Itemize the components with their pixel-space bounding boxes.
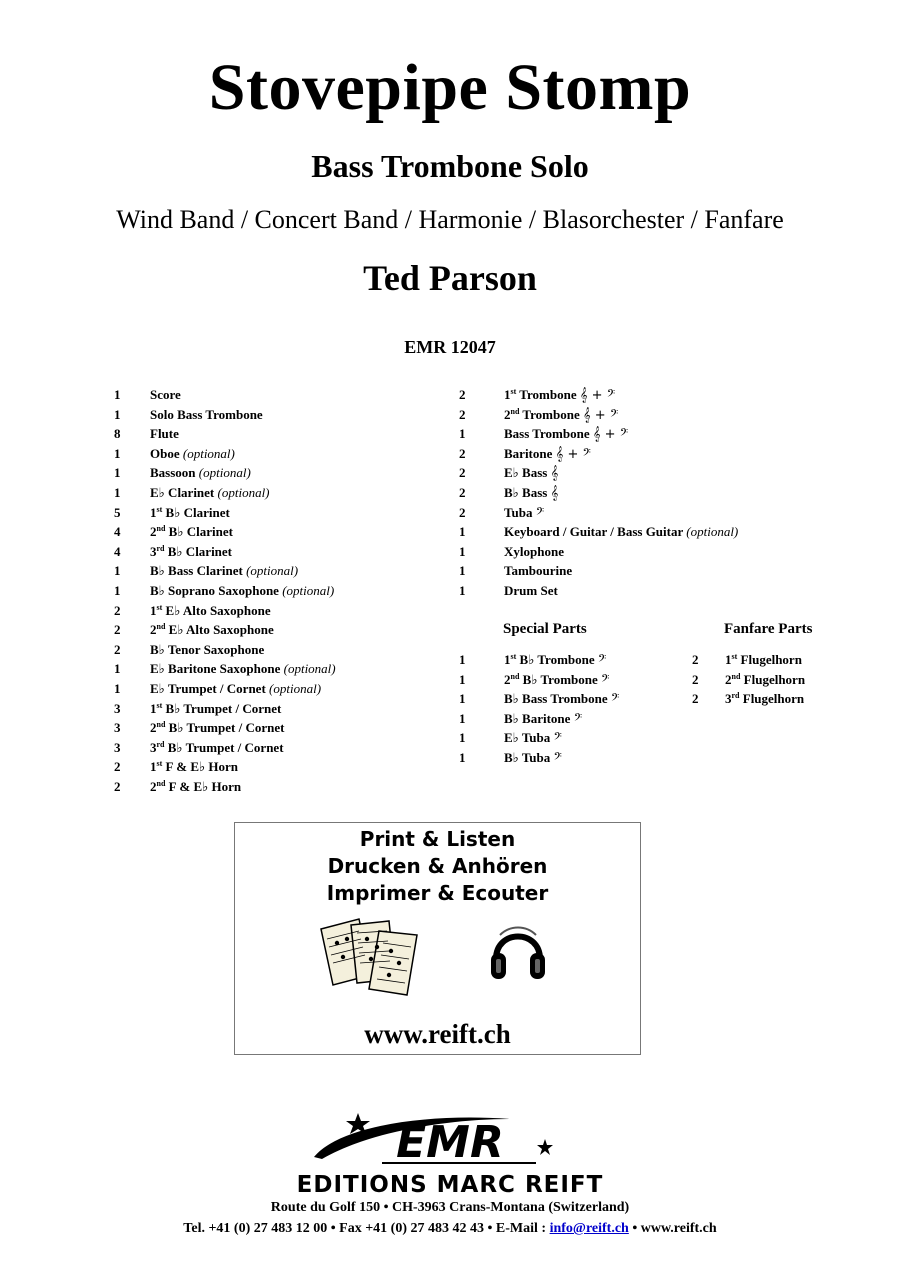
part-instrument bbox=[504, 561, 572, 581]
part-ordinal: 1 bbox=[504, 652, 511, 667]
part-instrument bbox=[150, 424, 179, 444]
part-optional-note: (optional) bbox=[686, 524, 739, 540]
part-row bbox=[459, 522, 859, 542]
part-name: Score bbox=[150, 387, 181, 402]
part-ordinal-suffix: nd bbox=[156, 778, 166, 788]
promo-line-english: Print & Listen bbox=[359, 827, 516, 851]
part-instrument bbox=[504, 581, 558, 601]
part-instrument bbox=[150, 659, 336, 679]
publisher-name: EDITIONS MARC REIFT bbox=[296, 1172, 604, 1198]
part-row bbox=[114, 424, 454, 444]
email-link[interactable]: info@reift.ch bbox=[549, 1221, 629, 1236]
part-instrument bbox=[150, 601, 271, 621]
clef-icon: 𝄢 bbox=[553, 731, 562, 747]
contact-phone-fax: Tel. +41 (0) 27 483 12 00 • Fax +41 (0) 27 483 42 43 • E-Mail : bbox=[183, 1221, 550, 1236]
part-instrument bbox=[150, 679, 321, 699]
part-row bbox=[114, 757, 454, 777]
part-name: Flute bbox=[150, 426, 179, 442]
part-name: B♭ Tuba bbox=[504, 749, 551, 765]
part-row bbox=[459, 542, 859, 562]
part-instrument bbox=[150, 561, 298, 581]
part-instrument bbox=[504, 709, 582, 730]
part-instrument bbox=[150, 522, 233, 542]
part-quantity: 1 bbox=[114, 484, 121, 500]
part-name: Bass Trombone bbox=[504, 426, 590, 442]
part-row bbox=[692, 650, 862, 670]
emr-logo-text: EMR bbox=[396, 1117, 504, 1168]
clef-icon: 𝄞 + 𝄢 bbox=[579, 388, 616, 403]
part-instrument bbox=[504, 424, 628, 445]
part-instrument bbox=[504, 522, 738, 542]
part-ordinal-suffix: st bbox=[510, 387, 517, 396]
clef-icon: 𝄢 bbox=[610, 692, 620, 708]
part-quantity: 2 bbox=[459, 406, 466, 422]
part-name: Keyboard / Guitar / Bass Guitar bbox=[504, 524, 684, 540]
part-ordinal: 1 bbox=[504, 387, 511, 402]
part-instrument bbox=[150, 483, 270, 503]
clef-icon: 𝄞 + 𝄢 bbox=[555, 446, 591, 462]
part-instrument bbox=[150, 542, 232, 562]
part-name: B♭ Soprano Saxophone bbox=[150, 582, 279, 598]
part-row bbox=[459, 689, 699, 709]
part-row bbox=[114, 601, 454, 621]
part-name: B♭ Bass Clarinet bbox=[150, 563, 243, 579]
clef-icon: 𝄢 bbox=[601, 672, 610, 688]
part-row bbox=[459, 424, 859, 444]
part-name: Tambourine bbox=[504, 563, 573, 579]
part-ordinal: 1 bbox=[150, 700, 157, 716]
part-quantity: 3 bbox=[114, 720, 121, 736]
part-instrument bbox=[150, 463, 251, 483]
part-name: Solo Bass Trombone bbox=[150, 406, 263, 422]
clef-icon: 𝄢 bbox=[553, 750, 562, 766]
part-instrument bbox=[150, 444, 235, 464]
part-ordinal-suffix: st bbox=[510, 652, 517, 661]
subtitle: Bass Trombone Solo bbox=[311, 148, 589, 184]
part-row bbox=[114, 699, 454, 719]
part-quantity: 1 bbox=[459, 730, 466, 746]
part-row bbox=[114, 581, 454, 601]
part-quantity: 3 bbox=[114, 700, 121, 716]
special-parts-list bbox=[459, 650, 699, 768]
part-instrument bbox=[504, 748, 562, 769]
part-ordinal-suffix: st bbox=[156, 700, 163, 710]
part-quantity: 2 bbox=[692, 652, 699, 667]
part-quantity: 1 bbox=[459, 426, 466, 442]
part-quantity: 1 bbox=[114, 406, 121, 422]
part-instrument bbox=[504, 670, 609, 691]
part-instrument bbox=[150, 738, 284, 758]
part-ordinal-suffix: st bbox=[156, 504, 163, 514]
emr-logo bbox=[300, 1105, 600, 1175]
part-optional-note: (optional) bbox=[217, 484, 270, 500]
part-row bbox=[459, 581, 859, 601]
part-name: B♭ Bass bbox=[504, 484, 548, 500]
part-instrument bbox=[150, 405, 263, 425]
part-row bbox=[459, 385, 859, 405]
part-quantity: 2 bbox=[114, 759, 121, 775]
part-ordinal-suffix: nd bbox=[156, 720, 166, 730]
part-quantity: 4 bbox=[114, 543, 121, 559]
website-url[interactable]: www.reift.ch bbox=[364, 1019, 511, 1049]
part-instrument bbox=[150, 503, 230, 523]
catalog-number: EMR 12047 bbox=[404, 337, 496, 357]
part-optional-note: (optional) bbox=[182, 445, 235, 461]
part-quantity: 1 bbox=[114, 661, 121, 677]
clef-icon: 𝄢 bbox=[597, 653, 607, 668]
part-quantity: 2 bbox=[459, 465, 466, 481]
clef-icon: 𝄞 + 𝄢 bbox=[592, 427, 629, 443]
parts-list-left bbox=[114, 385, 454, 796]
part-row bbox=[459, 463, 859, 483]
part-quantity: 2 bbox=[114, 622, 121, 638]
part-quantity: 1 bbox=[114, 680, 121, 696]
part-ordinal: 2 bbox=[150, 524, 157, 540]
part-quantity: 2 bbox=[692, 671, 699, 687]
part-name: B♭ Trumpet / Cornet bbox=[167, 739, 284, 755]
part-ordinal-suffix: nd bbox=[510, 671, 520, 681]
part-ordinal: 1 bbox=[725, 652, 732, 667]
part-quantity: 1 bbox=[459, 524, 466, 540]
part-quantity: 4 bbox=[114, 524, 121, 540]
part-row bbox=[692, 689, 862, 709]
part-name: Trombone bbox=[519, 387, 577, 402]
contact-website[interactable]: • www.reift.ch bbox=[628, 1221, 717, 1236]
part-instrument bbox=[504, 728, 562, 749]
part-name: E♭ Tuba bbox=[504, 730, 551, 746]
part-row bbox=[114, 659, 454, 679]
part-name: Flugelhorn bbox=[742, 691, 805, 707]
part-instrument bbox=[725, 650, 802, 670]
part-instrument bbox=[150, 620, 274, 640]
part-quantity: 8 bbox=[114, 426, 121, 442]
part-ordinal-suffix: st bbox=[731, 652, 738, 661]
fanfare-parts-heading: Fanfare Parts bbox=[724, 621, 813, 637]
part-ordinal: 3 bbox=[150, 543, 157, 559]
part-ordinal-suffix: rd bbox=[731, 691, 740, 701]
part-optional-note: (optional) bbox=[198, 465, 251, 481]
page-title: Stovepipe Stomp bbox=[208, 51, 692, 124]
part-quantity: 1 bbox=[114, 582, 121, 598]
part-ordinal: 1 bbox=[150, 504, 157, 520]
part-ordinal: 2 bbox=[504, 406, 511, 422]
headphones-icon bbox=[488, 919, 548, 985]
part-row bbox=[114, 679, 454, 699]
clef-icon: 𝄢 bbox=[535, 505, 545, 521]
part-instrument bbox=[504, 483, 558, 504]
part-instrument bbox=[725, 689, 804, 709]
fanfare-parts-list bbox=[692, 650, 862, 709]
part-name: Tuba bbox=[504, 504, 533, 520]
part-row bbox=[459, 650, 699, 670]
promo-line-german: Drucken & Anhören bbox=[327, 854, 548, 878]
promo-line-french: Imprimer & Ecouter bbox=[326, 881, 549, 905]
part-ordinal-suffix: nd bbox=[510, 406, 520, 416]
part-name: Flugelhorn bbox=[740, 652, 802, 667]
part-name: F & E♭ Horn bbox=[165, 759, 238, 775]
part-ordinal: 2 bbox=[504, 671, 511, 687]
part-instrument bbox=[150, 757, 238, 777]
part-ordinal: 3 bbox=[150, 739, 157, 755]
part-name: E♭ Alto Saxophone bbox=[165, 602, 271, 618]
part-ordinal-suffix: rd bbox=[156, 543, 165, 553]
part-name: B♭ Trombone bbox=[522, 671, 598, 687]
part-ordinal: 2 bbox=[725, 671, 732, 687]
band-types: Wind Band / Concert Band / Harmonie / Blasorchester / Fanfare bbox=[116, 205, 784, 234]
part-name: Drum Set bbox=[504, 582, 558, 598]
part-quantity: 1 bbox=[459, 710, 466, 726]
part-instrument bbox=[504, 463, 558, 484]
part-optional-note: (optional) bbox=[283, 661, 336, 677]
part-row bbox=[459, 709, 699, 729]
special-parts-heading: Special Parts bbox=[503, 621, 587, 637]
part-quantity: 2 bbox=[114, 641, 121, 657]
part-quantity: 1 bbox=[459, 652, 466, 667]
part-quantity: 2 bbox=[692, 691, 699, 707]
part-instrument bbox=[150, 640, 264, 660]
part-row bbox=[114, 777, 454, 797]
part-quantity: 1 bbox=[459, 749, 466, 765]
part-quantity: 1 bbox=[459, 563, 466, 579]
part-ordinal: 1 bbox=[150, 759, 157, 775]
part-quantity: 1 bbox=[114, 387, 121, 402]
part-ordinal-suffix: rd bbox=[156, 739, 165, 749]
clef-icon: 𝄞 + 𝄢 bbox=[582, 407, 619, 423]
part-row bbox=[459, 728, 699, 748]
part-name: B♭ Clarinet bbox=[167, 543, 233, 559]
part-row bbox=[114, 718, 454, 738]
part-name: Oboe bbox=[150, 445, 180, 461]
part-name: E♭ Clarinet bbox=[150, 484, 215, 500]
part-name: Trombone bbox=[522, 406, 580, 422]
part-instrument bbox=[504, 385, 615, 406]
part-row bbox=[459, 561, 859, 581]
part-instrument bbox=[150, 385, 181, 405]
composer-name: Ted Parson bbox=[363, 258, 537, 298]
part-ordinal: 2 bbox=[150, 622, 157, 638]
part-instrument bbox=[150, 581, 334, 601]
part-quantity: 1 bbox=[459, 582, 466, 598]
part-quantity: 1 bbox=[459, 691, 466, 707]
part-quantity: 2 bbox=[459, 504, 466, 520]
part-name: B♭ Trombone bbox=[519, 652, 595, 667]
part-optional-note: (optional) bbox=[246, 563, 299, 579]
part-quantity: 1 bbox=[459, 543, 466, 559]
part-row bbox=[114, 640, 454, 660]
part-row bbox=[114, 483, 454, 503]
part-row bbox=[114, 405, 454, 425]
part-name: B♭ Baritone bbox=[504, 710, 571, 726]
part-row bbox=[114, 561, 454, 581]
part-row bbox=[114, 542, 454, 562]
part-ordinal: 2 bbox=[150, 720, 157, 736]
part-row bbox=[459, 503, 859, 523]
part-row bbox=[459, 444, 859, 464]
part-quantity: 1 bbox=[459, 671, 466, 687]
part-name: B♭ Clarinet bbox=[165, 504, 230, 520]
print-listen-box bbox=[234, 822, 641, 1055]
sheet-music-icon bbox=[317, 917, 427, 1001]
part-name: Flugelhorn bbox=[743, 671, 806, 687]
part-name: B♭ Bass Trombone bbox=[504, 691, 608, 707]
part-quantity: 2 bbox=[114, 778, 121, 794]
part-row bbox=[114, 738, 454, 758]
part-ordinal: 3 bbox=[725, 691, 732, 707]
part-row bbox=[114, 620, 454, 640]
part-quantity: 3 bbox=[114, 739, 121, 755]
part-instrument bbox=[504, 444, 591, 465]
clef-icon: 𝄢 bbox=[573, 711, 583, 727]
clef-icon: 𝄞 bbox=[550, 466, 559, 482]
part-ordinal-suffix: nd bbox=[156, 622, 166, 632]
part-row bbox=[459, 405, 859, 425]
clef-icon: 𝄞 bbox=[550, 485, 559, 501]
part-instrument bbox=[504, 689, 619, 710]
part-ordinal-suffix: st bbox=[156, 602, 163, 612]
part-row bbox=[459, 483, 859, 503]
part-name: E♭ Alto Saxophone bbox=[168, 622, 274, 638]
part-quantity: 2 bbox=[459, 445, 466, 461]
part-ordinal-suffix: nd bbox=[731, 671, 741, 681]
part-quantity: 1 bbox=[114, 563, 121, 579]
part-name: E♭ Bass bbox=[504, 465, 548, 481]
parts-list-right bbox=[459, 385, 859, 601]
part-instrument bbox=[725, 670, 805, 690]
part-optional-note: (optional) bbox=[269, 680, 322, 696]
part-optional-note: (optional) bbox=[282, 582, 335, 598]
part-quantity: 2 bbox=[459, 484, 466, 500]
part-name: Xylophone bbox=[504, 543, 564, 559]
part-instrument bbox=[504, 542, 564, 562]
part-quantity: 5 bbox=[114, 504, 121, 520]
part-quantity: 2 bbox=[114, 602, 121, 618]
part-name: B♭ Tenor Saxophone bbox=[150, 641, 265, 657]
part-row bbox=[114, 522, 454, 542]
part-instrument bbox=[150, 718, 284, 738]
part-name: E♭ Trumpet / Cornet bbox=[150, 680, 266, 696]
publisher-address: Route du Golf 150 • CH-3963 Crans-Montana (Switzerland) bbox=[270, 1200, 630, 1215]
part-row bbox=[114, 463, 454, 483]
part-quantity: 1 bbox=[114, 465, 121, 481]
part-instrument bbox=[150, 699, 281, 719]
part-name: E♭ Baritone Saxophone bbox=[150, 661, 281, 677]
part-row bbox=[459, 670, 699, 690]
part-quantity: 1 bbox=[114, 445, 121, 461]
publisher-contact bbox=[0, 1220, 900, 1238]
part-row bbox=[114, 503, 454, 523]
part-ordinal: 1 bbox=[150, 602, 157, 618]
part-name: F & E♭ Horn bbox=[168, 778, 242, 794]
part-name: B♭ Trumpet / Cornet bbox=[165, 700, 282, 716]
part-instrument bbox=[504, 405, 618, 426]
part-name: B♭ Clarinet bbox=[168, 524, 233, 540]
part-name: B♭ Trumpet / Cornet bbox=[168, 720, 285, 736]
part-name: Bassoon bbox=[150, 465, 196, 481]
part-row bbox=[114, 385, 454, 405]
part-row bbox=[114, 444, 454, 464]
part-ordinal: 2 bbox=[150, 778, 157, 794]
part-row bbox=[459, 748, 699, 768]
part-ordinal-suffix: nd bbox=[156, 524, 166, 534]
part-ordinal-suffix: st bbox=[156, 759, 163, 769]
part-instrument bbox=[504, 650, 606, 671]
part-instrument bbox=[150, 777, 241, 797]
part-row bbox=[692, 670, 862, 690]
part-name: Baritone bbox=[504, 445, 553, 461]
part-instrument bbox=[504, 503, 544, 524]
part-quantity: 2 bbox=[459, 387, 466, 402]
